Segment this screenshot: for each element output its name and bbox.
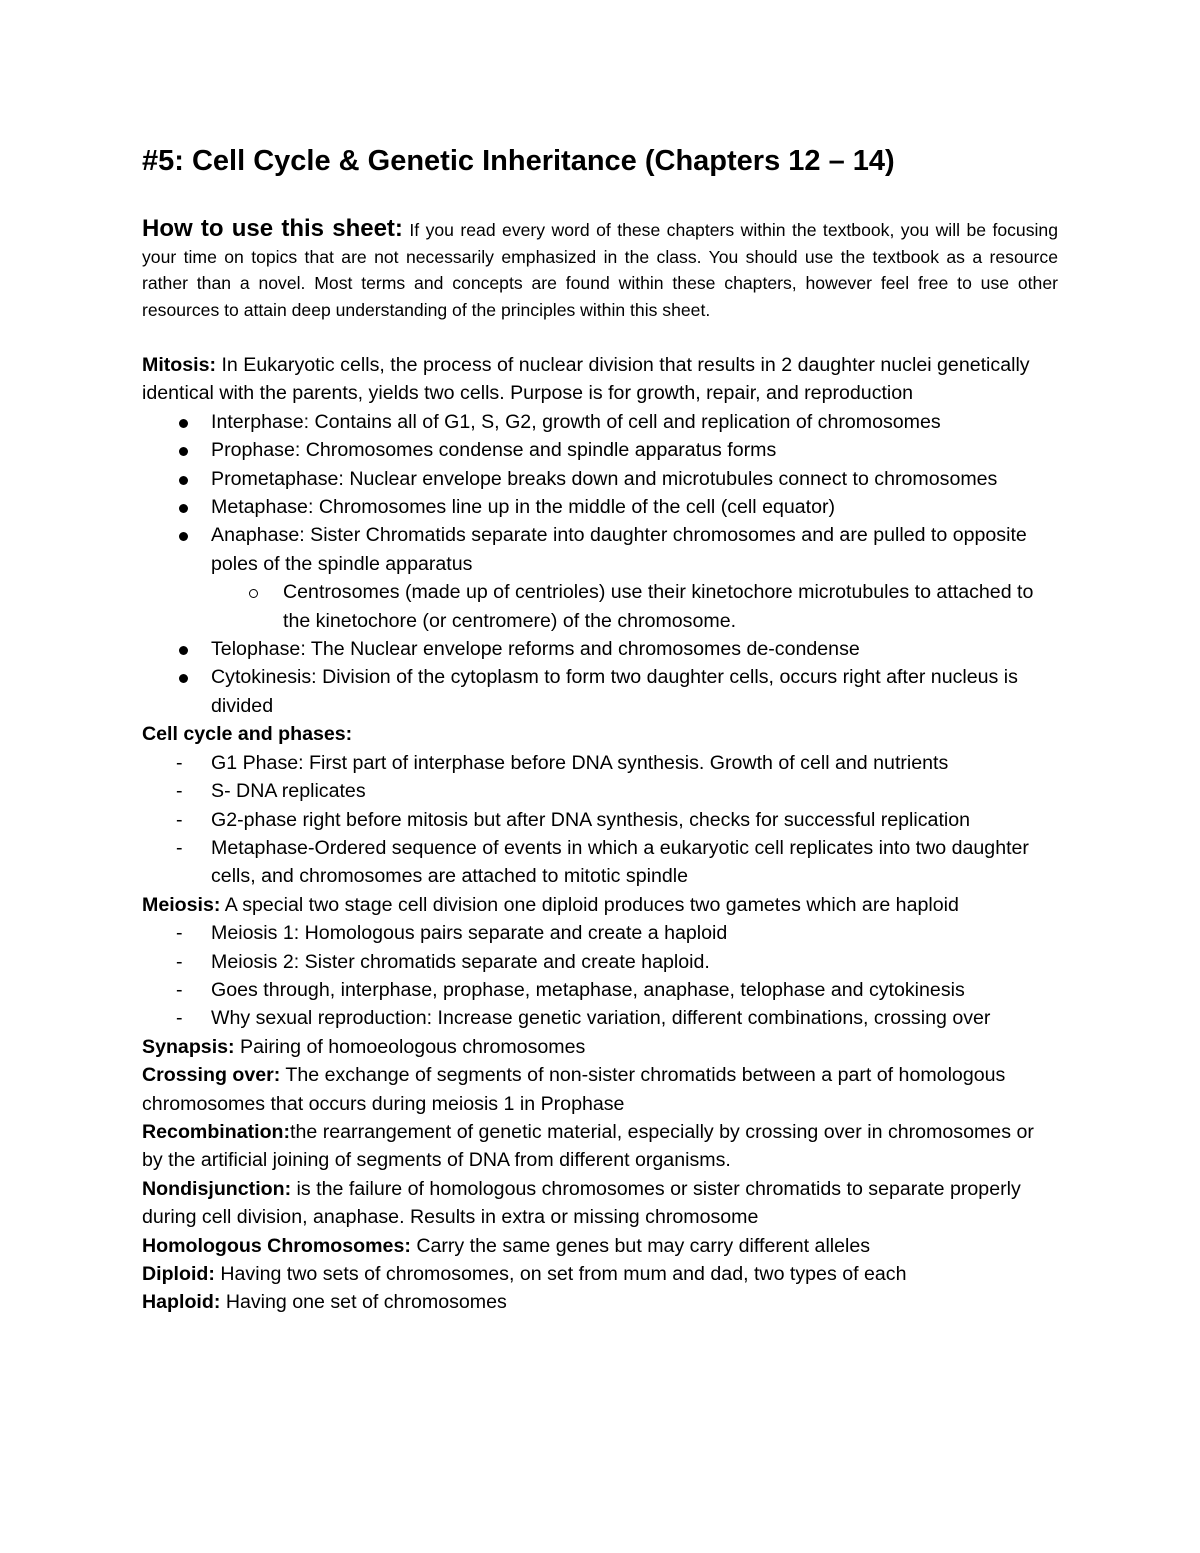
bullet-dot-icon [179, 646, 188, 655]
definition-nondisjunction [142, 1175, 1058, 1232]
definition-homologous-chromosomes [142, 1232, 1058, 1260]
definition-haploid [142, 1288, 1058, 1316]
list-item-text: Why sexual reproduction: Increase genetic variation, different combinations, crossing over [211, 1007, 991, 1030]
mitosis-text: In Eukaryotic cells, the process of nuclear division that results in 2 daughter nuclei genetically identical with the parents, yields two cells. Purpose is for growth, repair, and reproduction [142, 354, 1030, 405]
definition-text: Carry the same genes but may carry different alleles [410, 1234, 871, 1257]
bullet-dash-icon: - [176, 751, 183, 774]
definition-recombination [142, 1118, 1058, 1175]
bullet-dash-icon: - [176, 1007, 183, 1030]
list-item [142, 806, 1058, 834]
definition-term: Synapsis: [142, 1035, 235, 1058]
list-item-text: Interphase: Contains all of G1, S, G2, growth of cell and replication of chromosomes [211, 410, 941, 433]
bullet-dot-icon [179, 419, 188, 428]
list-item-text: Anaphase: Sister Chromatids separate into daughter chromosomes and are pulled to opposite poles of the spindle apparatus [211, 524, 1027, 575]
bullet-dash-icon: - [176, 978, 183, 1001]
definition-diploid [142, 1260, 1058, 1288]
bullet-dash-icon: - [176, 780, 183, 803]
list-item [142, 408, 1058, 436]
meiosis-text: A special two stage cell division one diploid produces two gametes which are haploid [220, 893, 959, 916]
bullet-dot-icon [179, 504, 188, 513]
list-item [142, 919, 1058, 947]
mitosis-phase-list [142, 408, 1058, 720]
list-item-text: Metaphase: Chromosomes line up in the middle of the cell (cell equator) [211, 496, 836, 519]
list-item-text: Goes through, interphase, prophase, metaphase, anaphase, telophase and cytokinesis [211, 978, 965, 1001]
list-item [142, 635, 1058, 663]
list-item-text: S- DNA replicates [211, 780, 366, 803]
mitosis-definition [142, 351, 1058, 408]
bullet-dot-icon [179, 476, 188, 485]
list-item-text: Metaphase-Ordered sequence of events in which a eukaryotic cell replicates into two daughter cells, and chromosomes are attached to mitotic spindle [211, 836, 1029, 888]
list-item [142, 436, 1058, 464]
bullet-dash-icon: - [176, 950, 183, 973]
list-item-text: Telophase: The Nuclear envelope reforms and chromosomes de-condense [211, 638, 860, 661]
list-item [142, 749, 1058, 777]
list-item [142, 948, 1058, 976]
definition-text: Having two sets of chromosomes, on set from mum and dad, two types of each [214, 1263, 907, 1285]
definition-text: Having one set of chromosomes [220, 1291, 507, 1314]
definition-text: Pairing of homoeologous chromosomes [234, 1035, 586, 1058]
bullet-dot-icon [179, 447, 188, 456]
definition-term: Homologous Chromosomes: [142, 1234, 411, 1257]
definition-term: Crossing over: [142, 1064, 281, 1087]
list-item [142, 1004, 1058, 1032]
notes-body [142, 351, 1058, 1317]
definition-term: Nondisjunction: [142, 1177, 292, 1200]
definition-synapsis [142, 1033, 1058, 1061]
page-title: #5: Cell Cycle & Genetic Inheritance (Chapters 12 – 14) [142, 145, 895, 177]
list-item [142, 976, 1058, 1004]
list-item [142, 777, 1058, 805]
cell-cycle-heading [142, 720, 1058, 748]
definition-term: Diploid: [142, 1263, 215, 1285]
intro-paragraph [142, 216, 1058, 323]
cell-cycle-list [142, 749, 1058, 891]
cell-cycle-term: Cell cycle and phases: [142, 723, 353, 746]
list-item-text: Centrosomes (made up of centrioles) use their kinetochore microtubules to attached to the kinetochore (or centromere) of the chromosome. [283, 581, 1034, 632]
list-item-text: G2-phase right before mitosis but after DNA synthesis, checks for successful replication [211, 808, 971, 831]
list-item [142, 465, 1058, 493]
definition-text: the rearrangement of genetic material, especially by crossing over in chromosomes or by the artificial joining of segments of DNA from different organisms. [142, 1120, 1034, 1172]
bullet-dot-icon [179, 532, 188, 541]
definition-crossing-over [142, 1061, 1058, 1118]
list-item [142, 663, 1058, 720]
list-item-text: Prophase: Chromosomes condense and spindle apparatus forms [211, 439, 777, 462]
bullet-dash-icon: - [176, 836, 183, 859]
intro-lead: How to use this sheet: [142, 215, 403, 242]
list-item-text: G1 Phase: First part of interphase before DNA synthesis. Growth of cell and nutrients [211, 751, 949, 774]
definition-term: Haploid: [142, 1291, 221, 1314]
definition-text: The exchange of segments of non-sister chromatids between a part of homologous chromosomes that occurs during meiosis 1 in Prophase [142, 1064, 1006, 1115]
list-item [142, 521, 1058, 578]
bullet-dash-icon: - [176, 922, 183, 945]
definition-text: is the failure of homologous chromosomes or sister chromatids to separate properly during cell division, anaphase. Results in extra or missing chromosome [142, 1177, 1021, 1229]
definition-term: Recombination: [142, 1120, 291, 1143]
bullet-dot-icon [179, 674, 188, 683]
mitosis-term: Mitosis: [142, 354, 217, 376]
bullet-circle-icon [249, 589, 258, 598]
list-item-text: Meiosis 2: Sister chromatids separate and create haploid. [211, 950, 710, 973]
meiosis-term: Meiosis: [142, 893, 221, 916]
bullet-dash-icon: - [176, 808, 183, 831]
list-item [142, 493, 1058, 521]
list-item-text: Meiosis 1: Homologous pairs separate and create a haploid [211, 922, 728, 945]
intro-text: If you read every word of these chapters within the textbook, you will be focusing your time on topics that are not necessarily emphasized in the class. You should use the textbook as a resource rather than a novel. Most terms and concepts are found within these chapters, however feel free to use other resources to attain deep understanding of the principles within this sheet. [142, 220, 1058, 320]
list-item-text: Cytokinesis: Division of the cytoplasm to form two daughter cells, occurs right after nucleus is divided [211, 666, 1018, 717]
meiosis-list [142, 919, 1058, 1033]
sub-list-item [142, 578, 1058, 635]
list-item-text: Prometaphase: Nuclear envelope breaks down and microtubules connect to chromosomes [211, 467, 998, 490]
list-item [142, 834, 1058, 891]
meiosis-definition [142, 891, 1058, 919]
